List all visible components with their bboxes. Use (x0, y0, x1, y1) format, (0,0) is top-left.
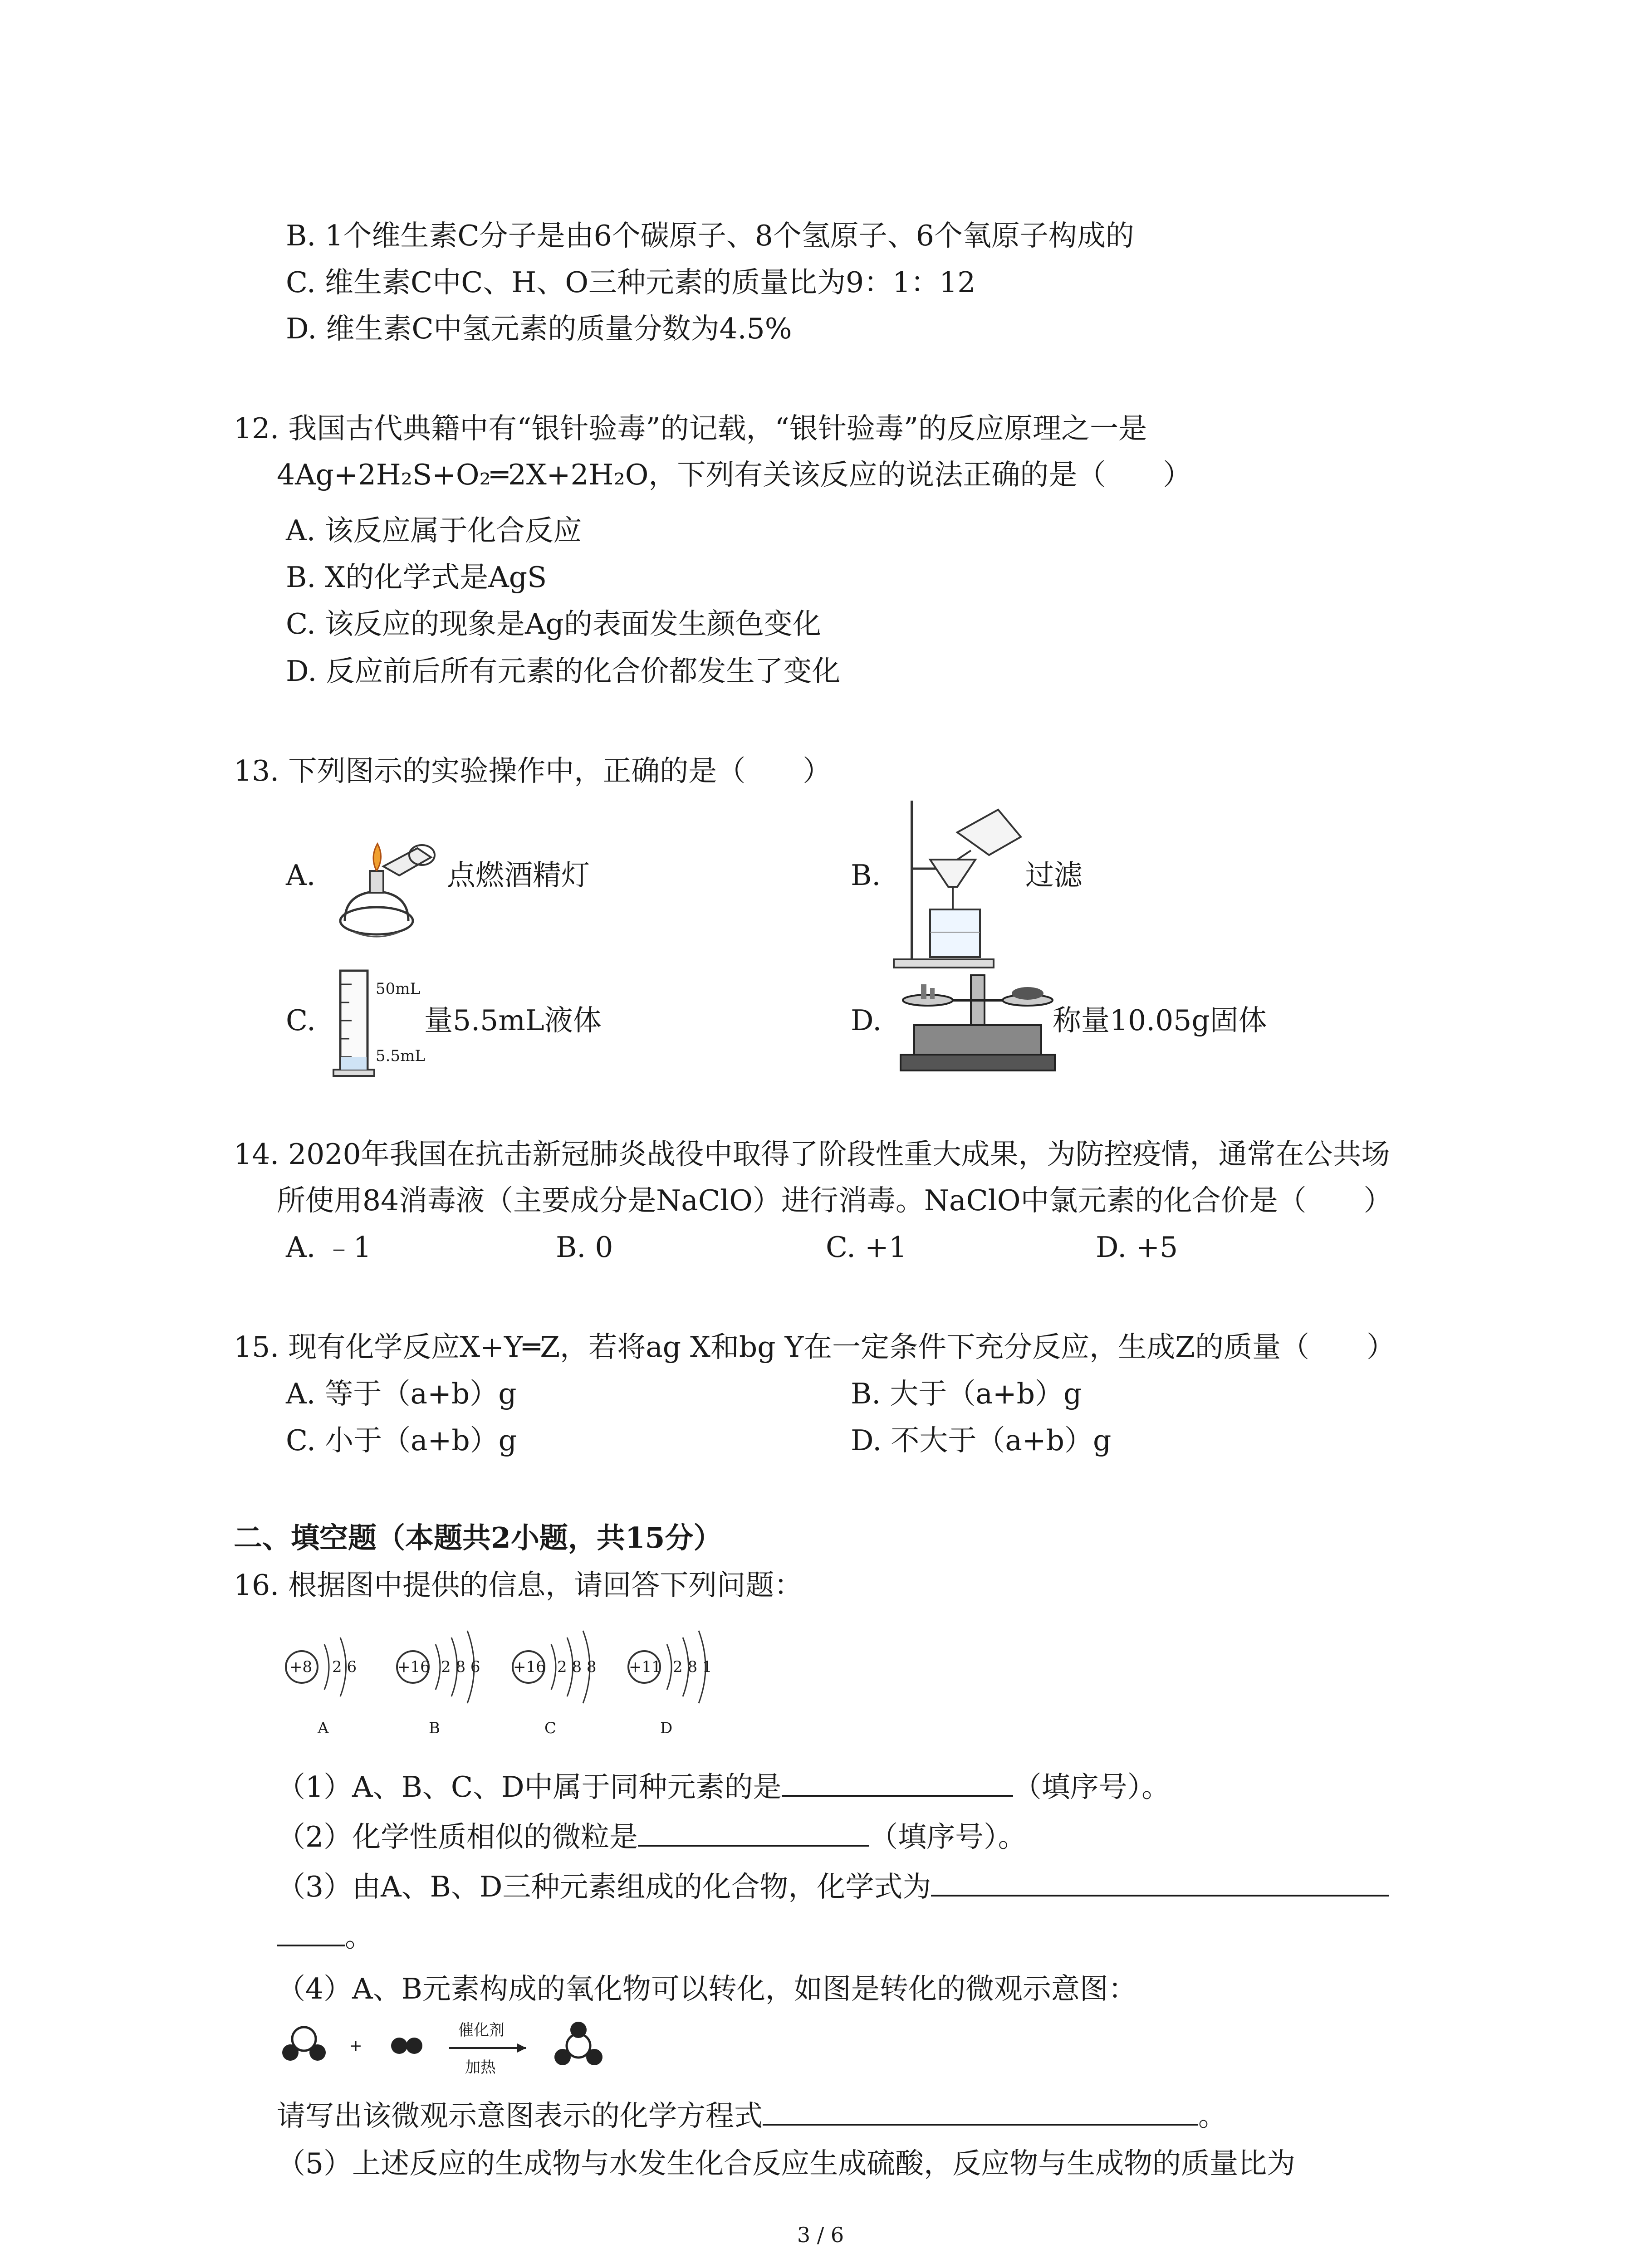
balance-figure (896, 966, 1059, 1075)
atom-c-shells: 2 8 8 (557, 1658, 597, 1676)
atom-b-nucleus: +16 (397, 1658, 430, 1676)
q12-option-d: D. 反应前后所有元素的化合价都发生了变化 (286, 655, 841, 688)
filtration-figure (889, 796, 1039, 973)
q16-part4-equation-end: 。 (1198, 2099, 1227, 2132)
q12-option-c: C. 该反应的现象是Ag的表面发生颜色变化 (286, 607, 821, 640)
q16-part1-suffix: （填序号）。 (1013, 1770, 1171, 1804)
q11-option-b: B. 1个维生素C分子是由6个碳原子、8个氢原子、6个氧原子构成的 (286, 219, 1134, 252)
section-title: 二、填空题（本题共2小题，共15分） (234, 1521, 722, 1554)
q16-part3-cont (277, 1916, 373, 1955)
q16-stem: 16. 根据图中提供的信息，请回答下列问题： (234, 1569, 803, 1602)
o2-molecule-icon (391, 2038, 422, 2054)
q16-part3-end: 。 (345, 1920, 373, 1953)
q13-stem: 13. 下列图示的实验操作中，正确的是（ ） (234, 754, 832, 787)
so2-molecule-icon (282, 2027, 326, 2061)
q14-option-b: B. 0 (556, 1231, 613, 1264)
q14-option-c: C. +1 (826, 1231, 907, 1264)
q14-option-d: D. +5 (1096, 1231, 1178, 1264)
atom-d-letter: D (660, 1719, 673, 1737)
atom-a-nucleus: +8 (289, 1658, 313, 1676)
atom-a-letter: A (318, 1719, 329, 1737)
q12-option-a: A. 该反应属于化合反应 (286, 514, 582, 547)
q15-option-c: C. 小于（a+b）g (286, 1424, 517, 1457)
q13-option-d-text: 称量10.05g固体 (1053, 1004, 1267, 1037)
micro-reaction-scheme (279, 2014, 624, 2077)
q14-stem-line1: 14. 2020年我国在抗击新冠肺炎战役中取得了阶段性重大成果，为防控疫情，通常在公共场 (234, 1138, 1390, 1171)
page-number: 3 / 6 (797, 2223, 844, 2247)
q15-option-b: B. 大于（a+b）g (851, 1377, 1082, 1410)
q13-option-a-text: 点燃酒精灯 (447, 859, 590, 892)
q13-option-d-letter: D. (851, 1004, 882, 1037)
answer-blank-2[interactable] (638, 1817, 869, 1847)
plus-sign: + (349, 2037, 362, 2055)
alcohol-lamp-figure (327, 816, 445, 948)
so3-molecule-icon (554, 2022, 603, 2065)
q15-stem: 15. 现有化学反应X+Y═Z，若将ag X和bg Y在一定条件下充分反应，生成Z的质量（ ） (234, 1330, 1395, 1364)
answer-blank-1[interactable] (782, 1767, 1013, 1797)
q16-part2-text: （2）化学性质相似的微粒是 (277, 1820, 638, 1853)
q13-option-c-letter: C. (286, 1004, 316, 1037)
atom-a-shells: 2 6 (332, 1658, 357, 1676)
q11-option-d: D. 维生素C中氢元素的质量分数为4.5% (286, 312, 792, 345)
heat-label: 加热 (465, 2058, 496, 2077)
q16-part4: （4）A、B元素构成的氧化物可以转化，如图是转化的微观示意图： (277, 1972, 1137, 2005)
q12-stem-line2: 4Ag+2H₂S+O₂═2X+2H₂O，下列有关该反应的说法正确的是（ ） (277, 458, 1192, 491)
q15-option-a: A. 等于（a+b）g (286, 1377, 517, 1410)
q16-part1 (277, 1767, 1170, 1805)
atom-b-shells: 2 8 6 (441, 1658, 480, 1676)
q14-stem-line2: 所使用84消毒液（主要成分是NaClO）进行消毒。NaClO中氯元素的化合价是（ ） (277, 1184, 1392, 1217)
atom-c-nucleus: +16 (513, 1658, 546, 1676)
answer-blank-4[interactable] (763, 2096, 1198, 2126)
atom-c-letter: C (544, 1719, 557, 1737)
q13-option-b-letter: B. (851, 859, 881, 892)
q12-option-b: B. X的化学式是AgS (286, 561, 547, 594)
q13-option-c-text: 量5.5mL液体 (424, 1004, 602, 1037)
cylinder-top-mark: 50mL (376, 980, 421, 998)
answer-blank-3[interactable] (931, 1867, 1389, 1897)
q16-part4-equation-text: 请写出该微观示意图表示的化学方程式 (277, 2099, 763, 2132)
q14-option-a: A. ﹣1 (286, 1231, 372, 1264)
answer-blank-3-cont[interactable] (277, 1916, 345, 1946)
q16-part1-text: （1）A、B、C、D中属于同种元素的是 (277, 1770, 782, 1804)
q15-option-d: D. 不大于（a+b）g (851, 1424, 1112, 1457)
cylinder-bottom-mark: 5.5mL (376, 1047, 425, 1065)
q16-part2-suffix: （填序号）。 (869, 1820, 1027, 1853)
q11-option-c: C. 维生素C中C、H、O三种元素的质量比为9：1：12 (286, 266, 976, 299)
q16-part2 (277, 1817, 1027, 1855)
catalyst-label: 催化剂 (458, 2021, 505, 2039)
q16-part4-equation (277, 2096, 1227, 2134)
q13-option-a-letter: A. (286, 859, 316, 892)
q16-part3-text: （3）由A、B、D三种元素组成的化合物，化学式为 (277, 1870, 931, 1903)
atom-d-shells: 2 8 1 (673, 1658, 712, 1676)
q13-option-b-text: 过滤 (1025, 859, 1083, 892)
q16-part3 (277, 1867, 1389, 1905)
q12-stem-line1: 12. 我国古代典籍中有“银针验毒”的记载，“银针验毒”的反应原理之一是 (234, 412, 1147, 445)
atom-d-nucleus: +11 (629, 1658, 661, 1676)
atom-b-letter: B (429, 1719, 440, 1737)
q16-part5: （5）上述反应的生成物与水发生化合反应生成硫酸，反应物与生成物的质量比为 (277, 2147, 1296, 2180)
